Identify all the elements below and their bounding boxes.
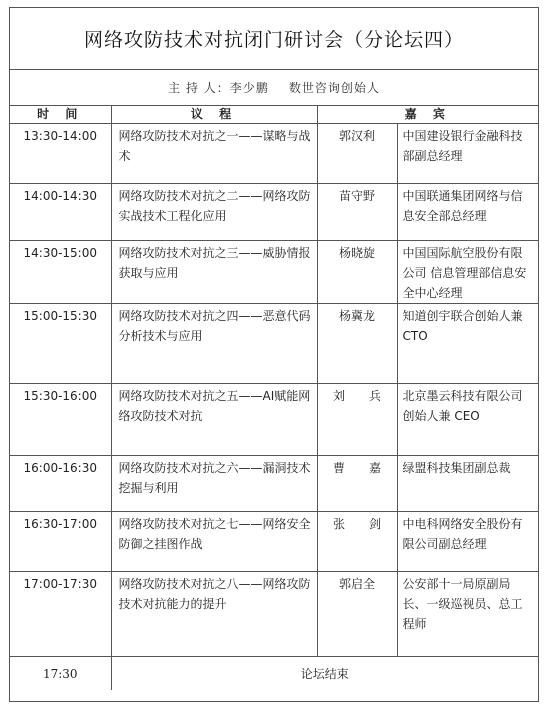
row-time: 15:30-16:00 (10, 384, 111, 456)
row-time: 16:00-16:30 (10, 456, 111, 512)
row-topic: 网络攻防技术对抗之四——恶意代码分析技术与应用 (111, 304, 317, 384)
row-speaker: 曹 嘉 (317, 456, 397, 512)
row-topic: 网络攻防技术对抗之五——AI赋能网络攻防技术对抗 (111, 384, 317, 456)
row-topic: 网络攻防技术对抗之二——网络攻防实战技术工程化应用 (111, 184, 317, 241)
header-topic: 议 程 (111, 106, 317, 124)
row-org: 知道创宇联合创始人兼 CTO (397, 304, 538, 384)
table-row (10, 304, 538, 384)
row-time: 16:30-17:00 (10, 512, 111, 572)
row-speaker: 张 剑 (317, 512, 397, 572)
footer-time: 17:30 (10, 657, 111, 691)
page-title: 网络攻防技术对抗闭门研讨会（分论坛四） (10, 8, 538, 70)
host-role: 数世咨询创始人 (288, 81, 380, 95)
header-guest: 嘉 宾 (317, 106, 538, 124)
row-time: 14:30-15:00 (10, 241, 111, 304)
row-topic: 网络攻防技术对抗之七——网络安全防御之挂图作战 (111, 512, 317, 572)
row-time: 13:30-14:00 (10, 124, 111, 184)
row-speaker: 郭启全 (317, 572, 397, 657)
row-speaker: 杨冀龙 (317, 304, 397, 384)
row-org: 北京墨云科技有限公司创始人兼 CEO (397, 384, 538, 456)
row-topic: 网络攻防技术对抗之八——网络攻防技术对抗能力的提升 (111, 572, 317, 657)
row-speaker: 杨晓旋 (317, 241, 397, 304)
host-line (10, 70, 538, 106)
row-org: 中国建设银行金融科技部副总经理 (397, 124, 538, 184)
row-topic: 网络攻防技术对抗之三——威胁情报获取与应用 (111, 241, 317, 304)
row-topic: 网络攻防技术对抗之六——漏洞技术挖掘与利用 (111, 456, 317, 512)
row-speaker: 苗守野 (317, 184, 397, 241)
header-time: 时 间 (10, 106, 111, 124)
row-org: 公安部十一局原副局长、一级巡视员、总工程师 (397, 572, 538, 657)
table-row (10, 456, 538, 512)
table-row (10, 241, 538, 304)
row-org: 中国联通集团网络与信息安全部总经理 (397, 184, 538, 241)
table-row (10, 572, 538, 657)
table-header-row (10, 106, 538, 124)
row-time: 17:00-17:30 (10, 572, 111, 657)
row-time: 15:00-15:30 (10, 304, 111, 384)
row-org: 中国国际航空股份有限公司 信息管理部信息安全中心经理 (397, 241, 538, 304)
row-speaker: 刘 兵 (317, 384, 397, 456)
row-time: 14:00-14:30 (10, 184, 111, 241)
footer-row (10, 657, 538, 691)
row-topic: 网络攻防技术对抗之一——谋略与战术 (111, 124, 317, 184)
host-label: 主 持 人：李少鹏 (168, 81, 269, 95)
row-org: 中电科网络安全股份有限公司副总经理 (397, 512, 538, 572)
row-org: 绿盟科技集团副总裁 (397, 456, 538, 512)
footer-text: 论坛结束 (111, 657, 538, 691)
row-speaker: 郭汉利 (317, 124, 397, 184)
agenda-sheet (9, 7, 539, 702)
agenda-table (10, 106, 538, 690)
table-row (10, 184, 538, 241)
table-row (10, 384, 538, 456)
table-row (10, 124, 538, 184)
table-row (10, 512, 538, 572)
